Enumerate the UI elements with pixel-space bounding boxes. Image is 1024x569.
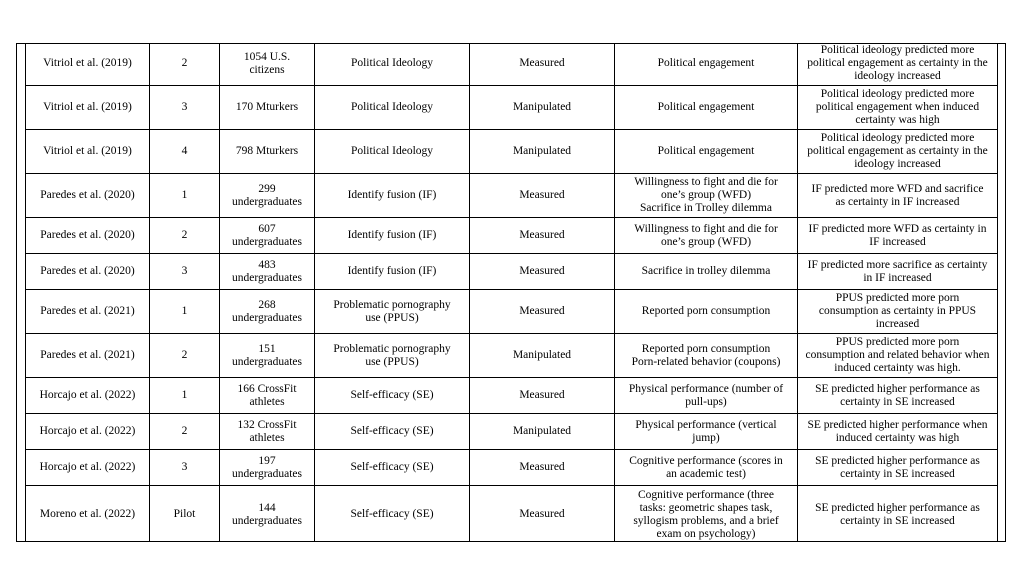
cell-study: Horcajo et al. (2022) bbox=[26, 450, 150, 486]
cell-certainty-type: Manipulated bbox=[470, 86, 615, 130]
table-row bbox=[26, 378, 998, 414]
cell-sample: 483 undergraduates bbox=[220, 254, 315, 290]
cell-outcome: Physical performance (number of pull-ups) bbox=[615, 378, 798, 414]
cell-sample: 132 CrossFit athletes bbox=[220, 414, 315, 450]
cell-findings: IF predicted more sacrifice as certainty in IF increased bbox=[798, 254, 998, 290]
cell-sample: 299 undergraduates bbox=[220, 174, 315, 218]
cell-findings: IF predicted more WFD as certainty in IF increased bbox=[798, 218, 998, 254]
cell-predictor: Problematic pornography use (PPUS) bbox=[315, 290, 470, 334]
table-row bbox=[26, 254, 998, 290]
cell-study-number: 1 bbox=[150, 290, 220, 334]
cell-study-number: 2 bbox=[150, 414, 220, 450]
cell-study-number: 3 bbox=[150, 86, 220, 130]
cell-certainty-type: Measured bbox=[470, 450, 615, 486]
table-body bbox=[26, 43, 998, 542]
cell-outcome: Reported porn consumption bbox=[615, 290, 798, 334]
studies-table bbox=[25, 43, 998, 542]
cell-study: Vitriol et al. (2019) bbox=[26, 130, 150, 174]
cell-outcome: Physical performance (vertical jump) bbox=[615, 414, 798, 450]
cell-predictor: Identify fusion (IF) bbox=[315, 254, 470, 290]
cell-certainty-type: Manipulated bbox=[470, 334, 615, 378]
table-row bbox=[26, 334, 998, 378]
table-frame bbox=[16, 43, 1006, 542]
cell-certainty-type: Manipulated bbox=[470, 130, 615, 174]
table-row bbox=[26, 43, 998, 86]
cell-predictor: Self-efficacy (SE) bbox=[315, 414, 470, 450]
cell-findings: PPUS predicted more porn consumption and related behavior when induced certainty was high. bbox=[798, 334, 998, 378]
cell-study: Paredes et al. (2021) bbox=[26, 290, 150, 334]
cell-study-number: 2 bbox=[150, 43, 220, 86]
cell-certainty-type: Measured bbox=[470, 290, 615, 334]
cell-outcome: Cognitive performance (three tasks: geometric shapes task, syllogism problems, and a brief exam on psychology) bbox=[615, 486, 798, 543]
cell-certainty-type: Measured bbox=[470, 218, 615, 254]
cell-sample: 151 undergraduates bbox=[220, 334, 315, 378]
cell-predictor: Political Ideology bbox=[315, 86, 470, 130]
cell-study-number: 3 bbox=[150, 254, 220, 290]
cell-outcome: Reported porn consumption Porn-related behavior (coupons) bbox=[615, 334, 798, 378]
cell-certainty-type: Manipulated bbox=[470, 414, 615, 450]
cell-study-number: 3 bbox=[150, 450, 220, 486]
cell-findings: SE predicted higher performance as certainty in SE increased bbox=[798, 378, 998, 414]
cell-study: Vitriol et al. (2019) bbox=[26, 43, 150, 86]
cell-study-number: 2 bbox=[150, 218, 220, 254]
cell-sample: 268 undergraduates bbox=[220, 290, 315, 334]
cell-certainty-type: Measured bbox=[470, 174, 615, 218]
cell-outcome: Political engagement bbox=[615, 86, 798, 130]
cell-sample: 607 undergraduates bbox=[220, 218, 315, 254]
cell-predictor: Identify fusion (IF) bbox=[315, 174, 470, 218]
cell-predictor: Political Ideology bbox=[315, 43, 470, 86]
cell-findings: Political ideology predicted more political engagement as certainty in the ideology increased bbox=[798, 43, 998, 86]
cell-study-number: 1 bbox=[150, 174, 220, 218]
table-row bbox=[26, 450, 998, 486]
cell-findings: IF predicted more WFD and sacrifice as certainty in IF increased bbox=[798, 174, 998, 218]
table-row bbox=[26, 86, 998, 130]
cell-findings: Political ideology predicted more political engagement as certainty in the ideology increased bbox=[798, 130, 998, 174]
cell-predictor: Identify fusion (IF) bbox=[315, 218, 470, 254]
cell-study: Moreno et al. (2022) bbox=[26, 486, 150, 543]
cell-study-number: 1 bbox=[150, 378, 220, 414]
table-row bbox=[26, 290, 998, 334]
cell-study: Horcajo et al. (2022) bbox=[26, 378, 150, 414]
cell-findings: Political ideology predicted more political engagement when induced certainty was high bbox=[798, 86, 998, 130]
cell-outcome: Political engagement bbox=[615, 130, 798, 174]
table-row bbox=[26, 174, 998, 218]
cell-findings: SE predicted higher performance when induced certainty was high bbox=[798, 414, 998, 450]
cell-study-number: 4 bbox=[150, 130, 220, 174]
table-row bbox=[26, 130, 998, 174]
cell-certainty-type: Measured bbox=[470, 486, 615, 543]
cell-outcome: Sacrifice in trolley dilemma bbox=[615, 254, 798, 290]
cell-study: Paredes et al. (2021) bbox=[26, 334, 150, 378]
cell-sample: 170 Mturkers bbox=[220, 86, 315, 130]
cell-study: Paredes et al. (2020) bbox=[26, 254, 150, 290]
cell-sample: 1054 U.S. citizens bbox=[220, 43, 315, 86]
cell-sample: 197 undergraduates bbox=[220, 450, 315, 486]
cell-study: Horcajo et al. (2022) bbox=[26, 414, 150, 450]
cell-certainty-type: Measured bbox=[470, 378, 615, 414]
cell-predictor: Political Ideology bbox=[315, 130, 470, 174]
cell-certainty-type: Measured bbox=[470, 43, 615, 86]
cell-study: Vitriol et al. (2019) bbox=[26, 86, 150, 130]
cell-predictor: Self-efficacy (SE) bbox=[315, 378, 470, 414]
cell-certainty-type: Measured bbox=[470, 254, 615, 290]
cell-sample: 144 undergraduates bbox=[220, 486, 315, 543]
cell-study-number: Pilot bbox=[150, 486, 220, 543]
table-row bbox=[26, 486, 998, 543]
cell-findings: PPUS predicted more porn consumption as certainty in PPUS increased bbox=[798, 290, 998, 334]
cell-sample: 166 CrossFit athletes bbox=[220, 378, 315, 414]
cell-predictor: Self-efficacy (SE) bbox=[315, 450, 470, 486]
cell-study-number: 2 bbox=[150, 334, 220, 378]
cell-predictor: Self-efficacy (SE) bbox=[315, 486, 470, 543]
cell-sample: 798 Mturkers bbox=[220, 130, 315, 174]
cell-outcome: Political engagement bbox=[615, 43, 798, 86]
cell-outcome: Willingness to fight and die for one’s group (WFD) bbox=[615, 218, 798, 254]
cell-study: Paredes et al. (2020) bbox=[26, 174, 150, 218]
cell-outcome: Cognitive performance (scores in an academic test) bbox=[615, 450, 798, 486]
cell-findings: SE predicted higher performance as certainty in SE increased bbox=[798, 486, 998, 543]
cell-study: Paredes et al. (2020) bbox=[26, 218, 150, 254]
cell-predictor: Problematic pornography use (PPUS) bbox=[315, 334, 470, 378]
cell-outcome: Willingness to fight and die for one’s group (WFD) Sacrifice in Trolley dilemma bbox=[615, 174, 798, 218]
cell-findings: SE predicted higher performance as certainty in SE increased bbox=[798, 450, 998, 486]
table-row bbox=[26, 414, 998, 450]
table-row bbox=[26, 218, 998, 254]
